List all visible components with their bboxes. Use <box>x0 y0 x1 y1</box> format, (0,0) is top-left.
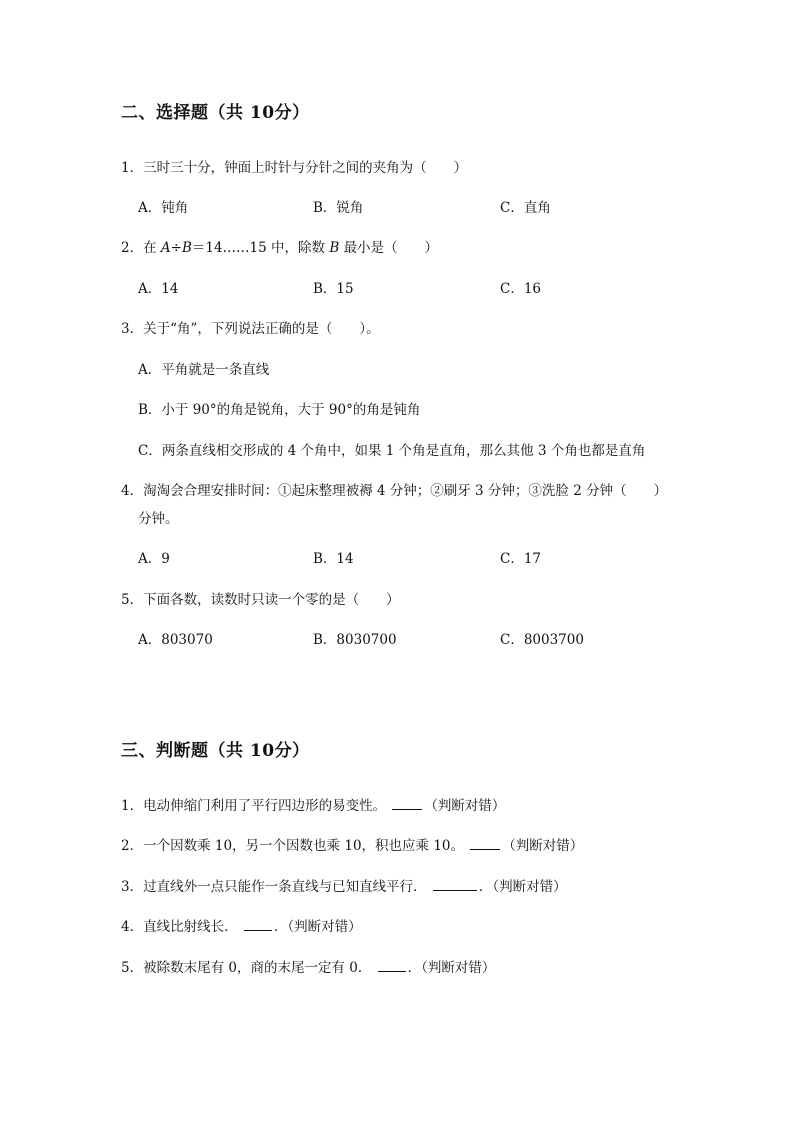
choice-question-1: 1．三时三十分，钟面上时针与分针之间的夹角为（ ） <box>121 160 468 176</box>
q2-text-prefix: 2．在 <box>121 240 161 256</box>
choice-question-3: 3．关于“角”，下列说法正确的是（ ）。 <box>121 321 380 337</box>
choice-q2-option-c: C．16 <box>500 281 542 297</box>
q2-var-b: B <box>181 240 192 256</box>
choice-q5-option-a: A．803070 <box>138 632 213 648</box>
section-title-judgment: 三、判断题（共 10分） <box>121 741 310 761</box>
q2-var-a: A <box>160 240 171 256</box>
judgment-question-3 <box>121 876 567 897</box>
choice-q5-option-c: C．8003700 <box>500 632 584 648</box>
judgment-q1-blank[interactable] <box>392 795 422 810</box>
choice-q3-option-a: A．平角就是一条直线 <box>138 362 270 378</box>
choice-q2-option-a: A．14 <box>138 281 179 297</box>
judgment-q3-text: 3．过直线外一点只能作一条直线与已知直线平行． <box>121 879 427 895</box>
judgment-question-5 <box>121 957 495 978</box>
judgment-q5-blank[interactable] <box>378 957 406 972</box>
judgment-question-4 <box>121 916 362 937</box>
judgment-q4-suffix: ．（判断对错） <box>273 919 362 935</box>
choice-q4-option-a: A．9 <box>138 551 170 567</box>
choice-q1-option-a: A．钝角 <box>138 200 189 216</box>
judgment-q3-suffix: ．（判断对错） <box>478 879 567 895</box>
choice-q1-option-c: C．直角 <box>500 200 551 216</box>
choice-q3-option-c: C．两条直线相交形成的 4 个角中，如果 1 个角是直角，那么其他 3 个角也都是直角 <box>138 443 646 459</box>
q2-text-suffix: 最小是（ ） <box>339 240 439 256</box>
choice-q4-option-b: B．14 <box>313 551 354 567</box>
judgment-question-2 <box>121 835 583 856</box>
choice-q5-option-b: B．8030700 <box>313 632 397 648</box>
judgment-q1-text: 1．电动伸缩门利用了平行四边形的易变性。 <box>121 798 387 814</box>
judgment-question-1 <box>121 795 505 816</box>
q2-div-sign: ÷ <box>170 240 182 256</box>
judgment-q1-suffix: （判断对错） <box>424 798 506 814</box>
choice-q2-option-b: B．15 <box>313 281 354 297</box>
judgment-q2-suffix: （判断对错） <box>502 838 584 854</box>
choice-question-4-continued: 分钟。 <box>138 511 179 527</box>
section-title-choice: 二、选择题（共 10分） <box>121 103 310 123</box>
judgment-q5-suffix: ．（判断对错） <box>407 960 496 976</box>
choice-question-5: 5．下面各数，读数时只读一个零的是（ ） <box>121 592 400 608</box>
judgment-q2-blank[interactable] <box>470 835 500 850</box>
q2-var-b2: B <box>329 240 340 256</box>
q2-text-mid: ＝14……15 中，除数 <box>191 240 330 256</box>
choice-q3-option-b: B．小于 90°的角是锐角，大于 90°的角是钝角 <box>138 402 421 418</box>
judgment-q5-text: 5．被除数末尾有 0，商的末尾一定有 0． <box>121 960 372 976</box>
choice-q1-option-b: B．锐角 <box>313 200 364 216</box>
choice-question-4: 4．淘淘会合理安排时间：①起床整理被褥 4 分钟；②刷牙 3 分钟；③洗脸 2 分钟（ ） <box>121 483 668 499</box>
choice-question-2 <box>121 238 438 258</box>
judgment-q4-text: 4．直线比射线长． <box>121 919 238 935</box>
judgment-q4-blank[interactable] <box>244 916 272 931</box>
choice-q4-option-c: C．17 <box>500 551 542 567</box>
judgment-q2-text: 2．一个因数乘 10，另一个因数也乘 10，积也应乘 10。 <box>121 838 464 854</box>
judgment-q3-blank[interactable] <box>433 876 477 891</box>
